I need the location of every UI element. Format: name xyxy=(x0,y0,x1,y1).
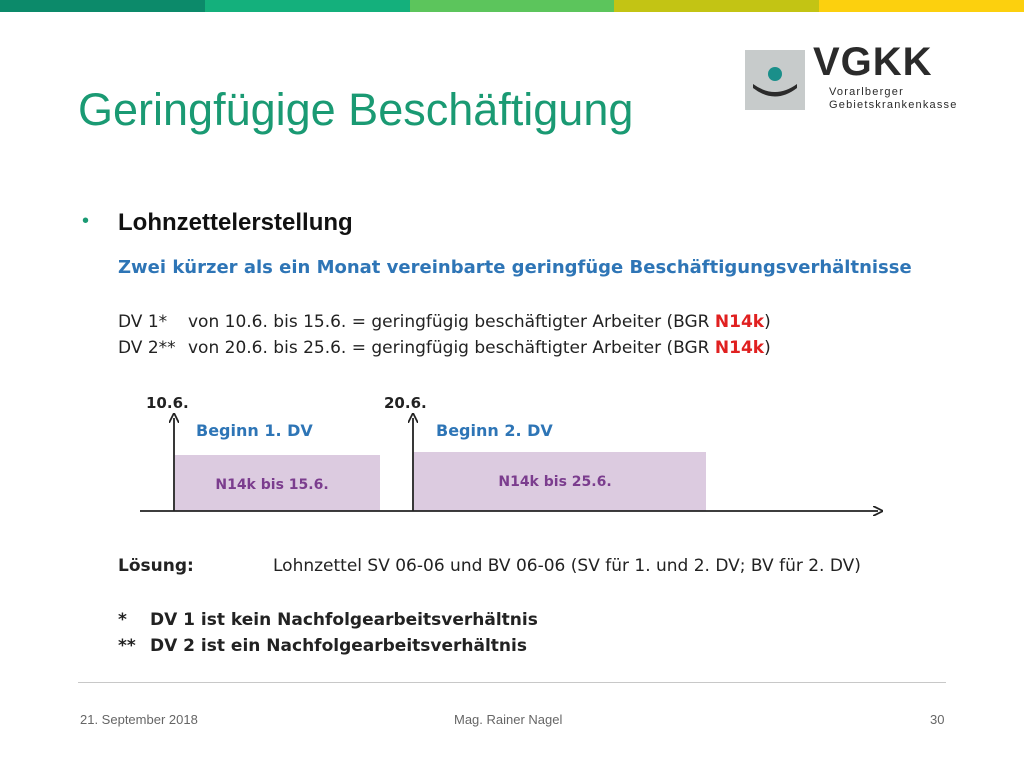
color-segment xyxy=(819,0,1024,12)
bullet-icon: • xyxy=(82,210,90,232)
dv-line-2 xyxy=(118,338,771,358)
note-1 xyxy=(118,610,538,630)
vgkk-logo xyxy=(745,40,965,116)
note-mark: * xyxy=(118,610,127,630)
dv1-date-label: 10.6. xyxy=(146,394,189,412)
top-color-bar xyxy=(0,0,1024,12)
color-segment xyxy=(410,0,615,12)
solution-line xyxy=(118,556,861,576)
color-segment xyxy=(0,0,205,12)
logo-emblem xyxy=(745,50,805,110)
footer-divider xyxy=(78,682,946,683)
dv-close: ) xyxy=(764,338,771,358)
footer-date: 21. September 2018 xyxy=(80,712,198,727)
note-text: DV 2 ist ein Nachfolgearbeitsverhältnis xyxy=(150,636,527,656)
bullet-text: Lohnzettelerstellung xyxy=(118,209,353,236)
footer-author: Mag. Rainer Nagel xyxy=(454,712,563,727)
solution-label: Lösung: xyxy=(118,556,194,576)
dv-label: DV 2** xyxy=(118,338,176,358)
logo-subtitle-line: Gebietskrankenkasse xyxy=(829,99,958,111)
dv-text: von 10.6. bis 15.6. = geringfügig beschäftigter Arbeiter (BGR xyxy=(188,312,715,332)
dv-close: ) xyxy=(764,312,771,332)
logo-subtitle xyxy=(829,86,958,112)
dv1-begin-label: Beginn 1. DV xyxy=(196,421,313,440)
dv-line-1 xyxy=(118,312,771,332)
dv-text: von 20.6. bis 25.6. = geringfügig beschäftigter Arbeiter (BGR xyxy=(188,338,715,358)
logo-letters: VGKK xyxy=(813,40,933,84)
solution-text: Lohnzettel SV 06-06 und BV 06-06 (SV für 1. und 2. DV; BV für 2. DV) xyxy=(273,556,861,576)
note-2 xyxy=(118,636,527,656)
dv2-bar-text: N14k bis 25.6. xyxy=(498,474,612,490)
dv2-begin-label: Beginn 2. DV xyxy=(436,421,553,440)
note-text: DV 1 ist kein Nachfolgearbeitsverhältnis xyxy=(150,610,538,630)
slide-title: Geringfügige Beschäftigung xyxy=(78,84,634,135)
dv-label: DV 1* xyxy=(118,312,168,332)
dv2-date-label: 20.6. xyxy=(384,394,427,412)
section-heading: Zwei kürzer als ein Monat vereinbarte geringfüge Beschäftigungsverhältnisse xyxy=(118,257,912,278)
note-mark: ** xyxy=(118,636,136,656)
dv-code: N14k xyxy=(714,338,765,358)
timeline-diagram xyxy=(0,380,1024,530)
logo-subtitle-line: Vorarlberger xyxy=(829,86,904,98)
logo-eye-icon xyxy=(745,50,805,110)
color-segment xyxy=(205,0,410,12)
color-segment xyxy=(614,0,819,12)
footer-page-number: 30 xyxy=(930,712,945,727)
dv-code: N14k xyxy=(714,312,765,332)
dv1-bar-text: N14k bis 15.6. xyxy=(215,477,329,493)
